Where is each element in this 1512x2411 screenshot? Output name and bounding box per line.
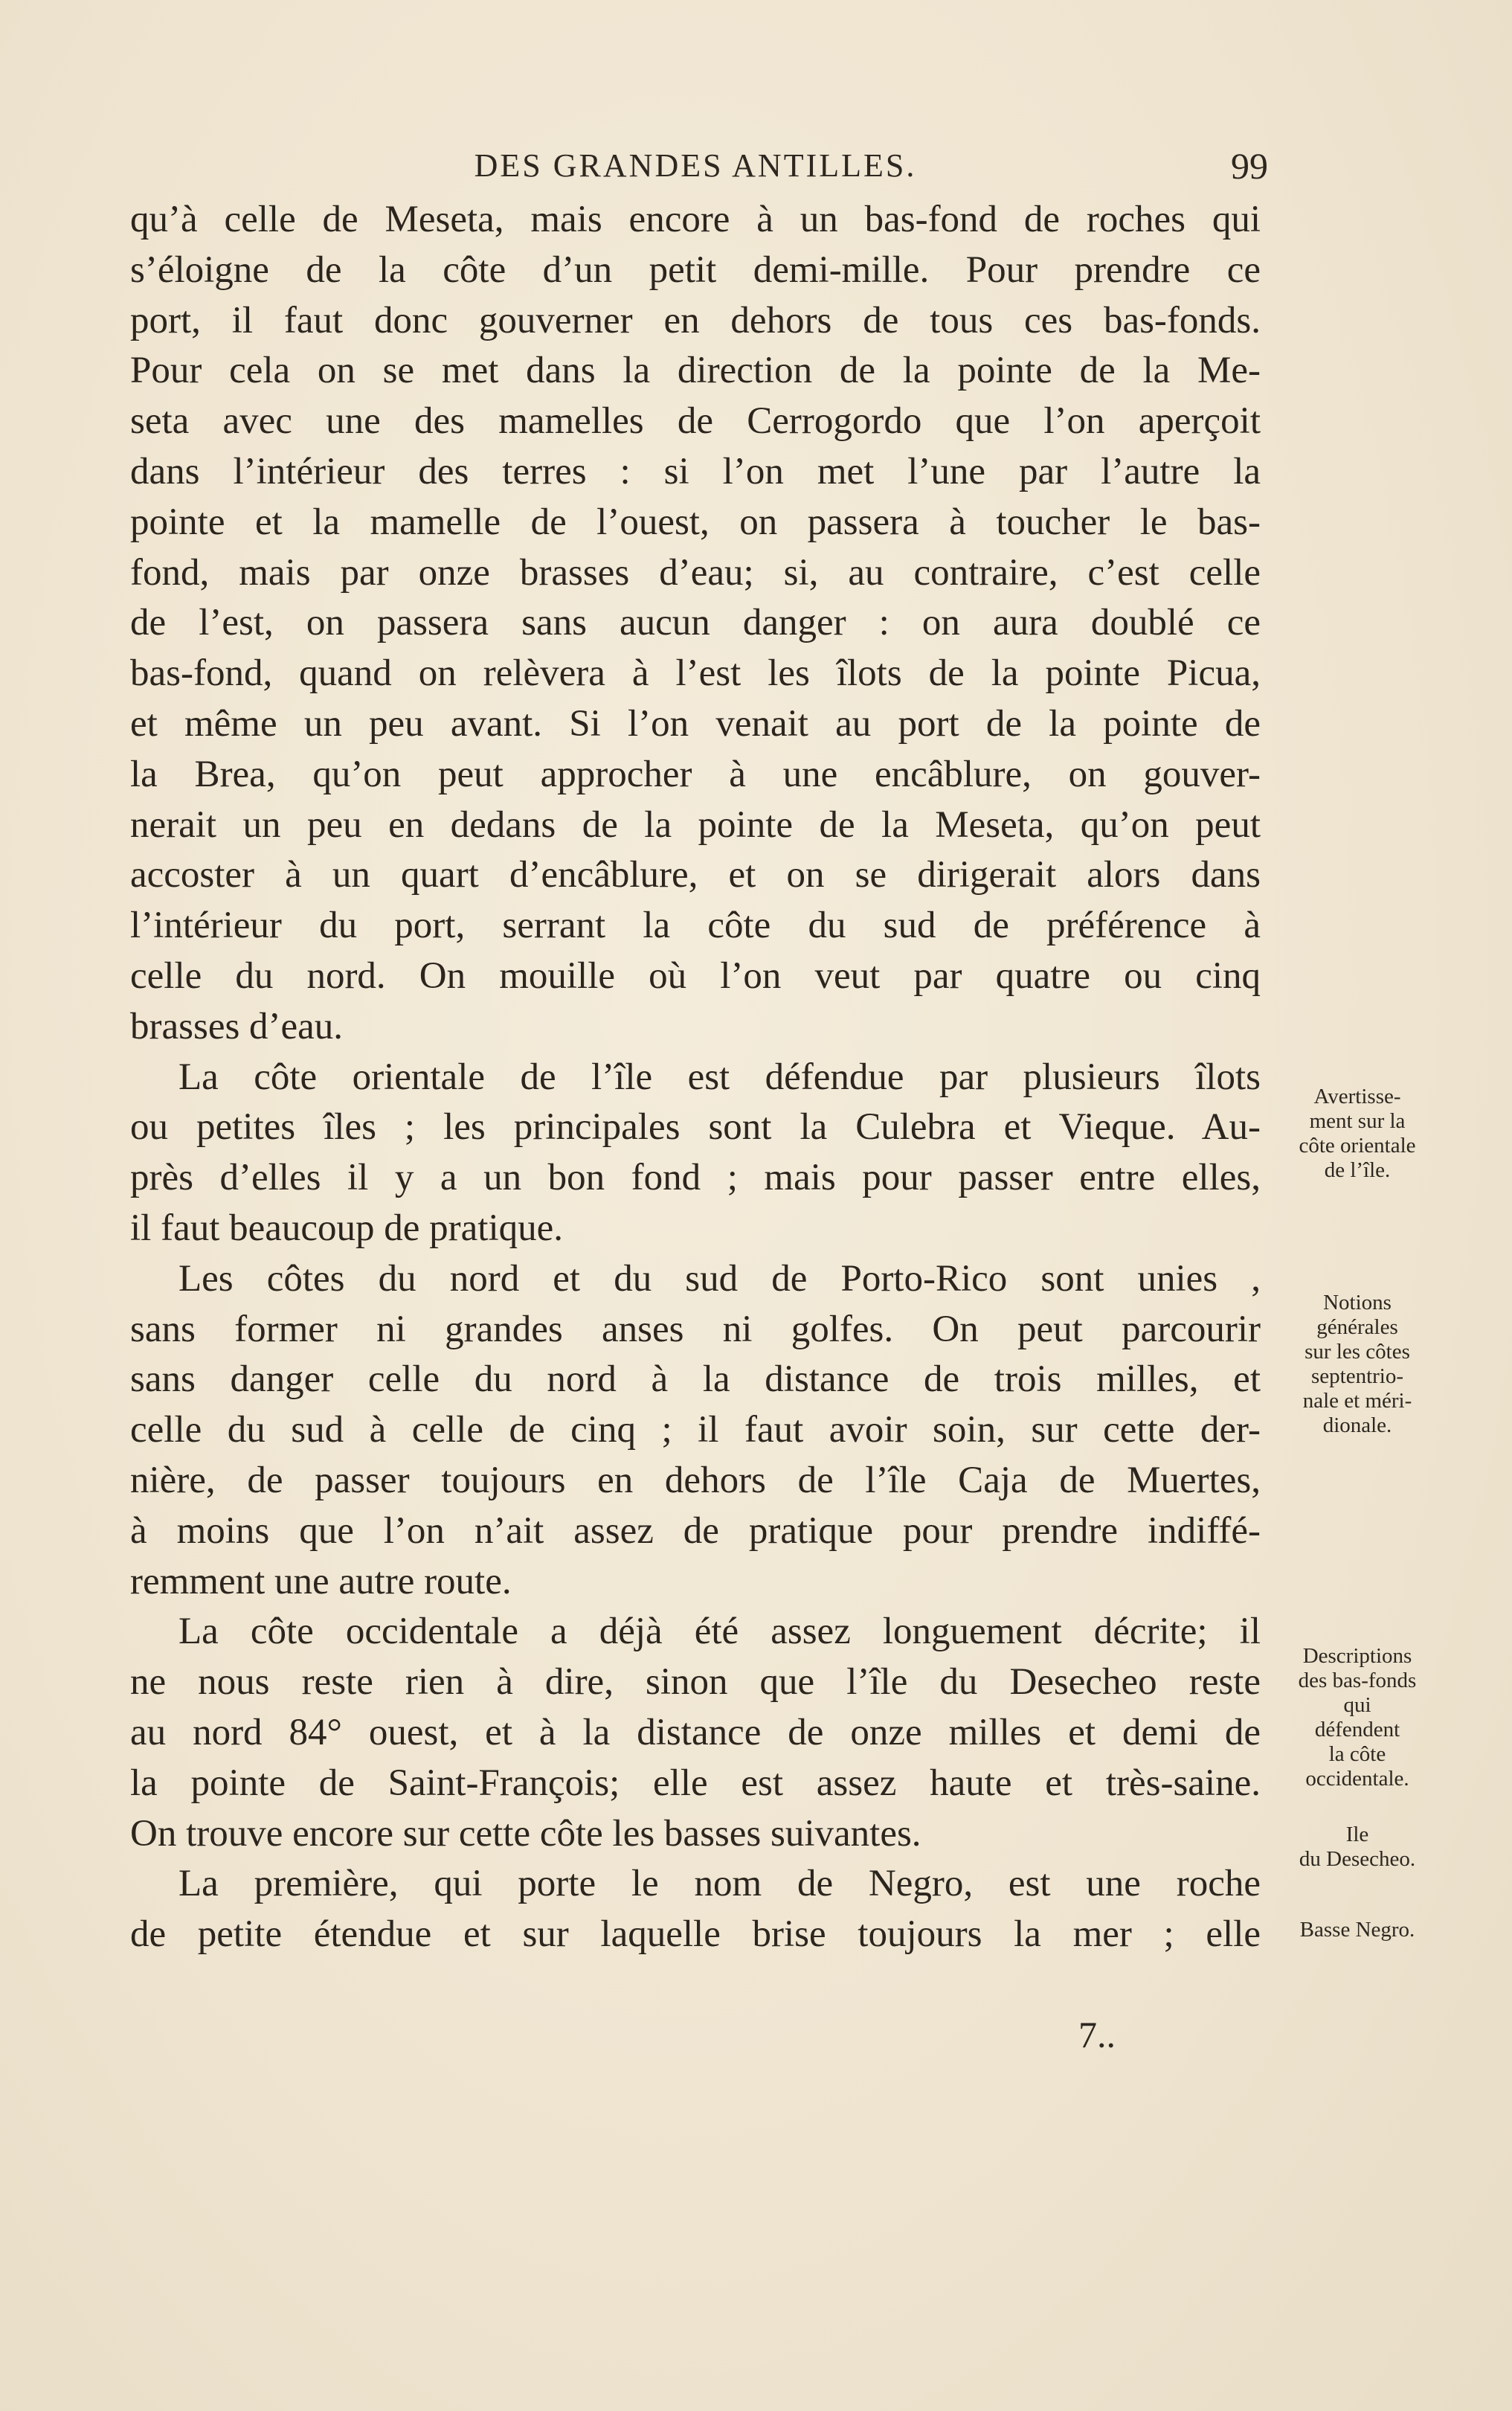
text-line: remment une autre route. — [130, 1560, 512, 1602]
sidenote-negro — [1268, 1918, 1447, 1942]
sidenote-line: dionale. — [1322, 1413, 1392, 1437]
text-line: La côte orientale de l’île est défendue par plusieurs îlots — [178, 1056, 1261, 1098]
text-line: La première, qui porte le nom de Negro, est une roche — [178, 1863, 1261, 1905]
text-line: près d’elles il y a un bon fond ; mais pour passer entre elles, — [130, 1157, 1261, 1199]
sidenote-line: Basse Negro. — [1299, 1918, 1415, 1942]
running-title: DES GRANDES ANTILLES. — [474, 147, 917, 184]
text-line: à moins que l’on n’ait assez de pratique pour prendre indiffé- — [130, 1509, 1261, 1552]
text-line: Les côtes du nord et du sud de Porto-Rico sont unies , — [178, 1257, 1261, 1300]
text-line: la pointe de Saint-François; elle est assez haute et très-saine. — [130, 1762, 1261, 1804]
sidenote-desecheo — [1268, 1823, 1447, 1872]
page-number: 99 — [1231, 145, 1268, 187]
text-line: Pour cela on se met dans la direction de la pointe de la Me- — [130, 350, 1261, 392]
sidenote-line: Notions — [1323, 1291, 1392, 1314]
sidenote-line: de l’île. — [1324, 1158, 1391, 1182]
text-line: nerait un peu en dedans de la pointe de la Meseta, qu’on peut — [130, 803, 1261, 846]
text-line: il faut beaucoup de pratique. — [130, 1207, 564, 1249]
sidenote-descriptions — [1268, 1644, 1447, 1791]
text-line: l’intérieur du port, serrant la côte du sud de préférence à — [130, 905, 1261, 947]
text-line: celle du sud à celle de cinq ; il faut avoir soin, sur cette der- — [130, 1409, 1261, 1451]
sidenote-line: défendent — [1314, 1718, 1400, 1741]
sidenote-line: Descriptions — [1302, 1644, 1412, 1668]
sidenote-line: Avertisse- — [1313, 1085, 1401, 1108]
text-line: brasses d’eau. — [130, 1005, 344, 1047]
text-line: sans danger celle du nord à la distance de trois milles, et — [130, 1358, 1261, 1401]
text-line: bas-fond, quand on relèvera à l’est les îlots de la pointe Picua, — [130, 652, 1261, 695]
sidenote-line: Ile — [1345, 1823, 1369, 1846]
sidenote-line: côte orientale — [1299, 1134, 1416, 1158]
sidenote-line: sur les côtes — [1304, 1340, 1410, 1364]
text-line: pointe et la mamelle de l’ouest, on passera à toucher le bas- — [130, 501, 1261, 543]
text-line: de l’est, on passera sans aucun danger : on aura doublé ce — [130, 602, 1261, 644]
sidenote-line: générales — [1316, 1315, 1398, 1339]
sidenote-line: qui — [1343, 1693, 1371, 1717]
text-line: et même un peu avant. Si l’on venait au port de la pointe de — [130, 702, 1261, 745]
text-line: On trouve encore sur cette côte les basses suivantes. — [130, 1812, 921, 1855]
sidenote-line: septentrio- — [1310, 1364, 1403, 1388]
text-line: de petite étendue et sur laquelle brise toujours la mer ; elle — [130, 1913, 1261, 1956]
sidenote-avertissement — [1268, 1085, 1447, 1183]
text-line: la Brea, qu’on peut approcher à une encâblure, on gouver- — [130, 753, 1261, 795]
text-line: au nord 84° ouest, et à la distance de onze milles et demi de — [130, 1711, 1261, 1753]
sidenote-line: du Desecheo. — [1299, 1847, 1416, 1871]
text-line: nière, de passer toujours en dehors de l’île Caja de Muertes, — [130, 1459, 1261, 1501]
sidenote-notions — [1268, 1291, 1447, 1438]
text-line: seta avec une des mamelles de Cerrogordo que l’on aperçoit — [130, 400, 1261, 443]
text-line: dans l’intérieur des terres : si l’on met l’une par l’autre la — [130, 450, 1261, 492]
text-line: s’éloigne de la côte d’un petit demi-mille. Pour prendre ce — [130, 248, 1261, 291]
text-line: ne nous reste rien à dire, sinon que l’île du Desecheo reste — [130, 1661, 1261, 1704]
text-line: fond, mais par onze brasses d’eau; si, au contraire, c’est celle — [130, 551, 1261, 594]
text-line: accoster à un quart d’encâblure, et on se dirigerait alors dans — [130, 854, 1261, 896]
text-line: port, il faut donc gouverner en dehors de tous ces bas-fonds. — [130, 299, 1261, 341]
text-line: sans former ni grandes anses ni golfes. On peut parcourir — [130, 1308, 1261, 1350]
running-head — [130, 140, 1268, 192]
sidenote-line: la côte — [1328, 1742, 1386, 1766]
sidenote-line: nale et méri- — [1302, 1389, 1412, 1413]
sidenote-line: ment sur la — [1309, 1109, 1406, 1133]
sidenote-line: des bas-fonds — [1298, 1669, 1417, 1692]
body-text — [130, 195, 1261, 1960]
signature-mark: 7.. — [1078, 2014, 1116, 2055]
text-line: qu’à celle de Meseta, mais encore à un bas-fond de roches qui — [130, 199, 1261, 240]
sidenote-line: occidentale. — [1305, 1767, 1409, 1791]
text-line: celle du nord. On mouille où l’on veut par quatre ou cinq — [130, 954, 1261, 997]
text-line: ou petites îles ; les principales sont la Culebra et Vieque. Au- — [130, 1106, 1261, 1149]
text-line: La côte occidentale a déjà été assez longuement décrite; il — [178, 1611, 1261, 1653]
